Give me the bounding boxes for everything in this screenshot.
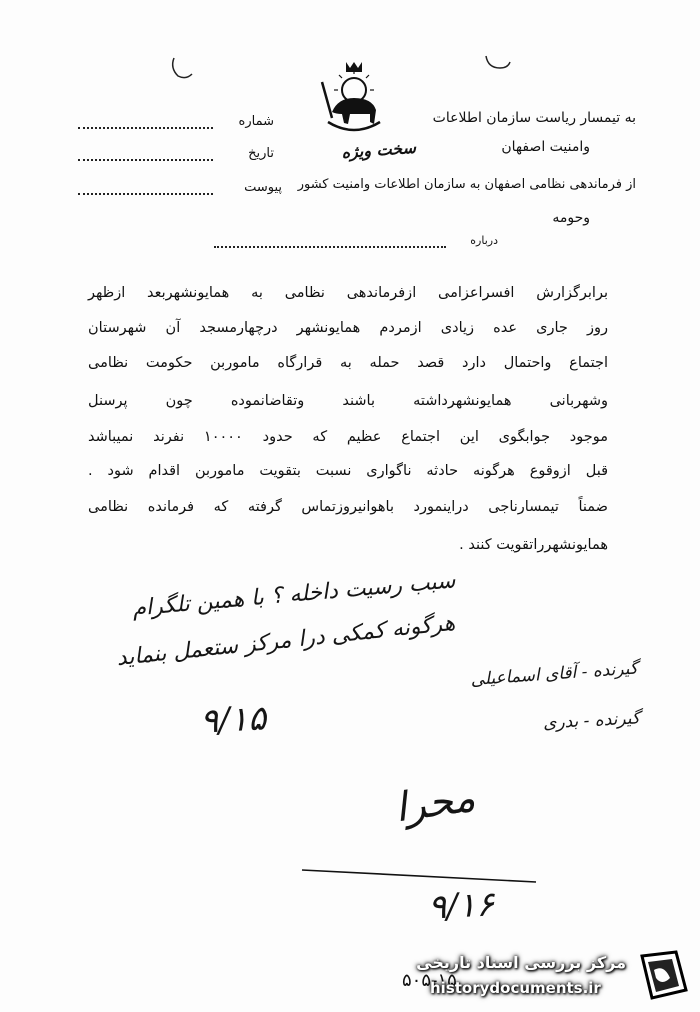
subject-dotted-line [214,246,446,248]
sender-line: از فرماندهی نظامی اصفهان به سازمان اطلاعات وامنیت کشور [297,177,636,192]
date-dotted-line [78,159,213,161]
archive-logo-icon [636,950,690,1002]
recipient-line: به تیمسار ریاست سازمان اطلاعات [432,110,636,126]
subject-label: درباره [470,234,498,247]
body-line-4: وشهربانی همایونشهرداشته باشند وتقاضانموده چون پرسنل [88,393,608,409]
body-line-5: موجود جوابگوی این اجتماع عظیم که حدود ۱۰۰۰۰ نفرند نمیباشد [88,429,608,445]
handwritten-date-1: ۹/۱۵ [198,698,268,742]
signature-underline [300,866,540,888]
archive-url: historydocuments.ir [430,979,601,997]
handwritten-recipient-1: گیرنده - آقای اسماعیلی [470,658,639,691]
handwritten-initials: محرا [391,774,479,832]
sender-line-2: وحومه [552,210,590,226]
number-dotted-line [78,127,213,129]
body-line-3: اجتماع واحتمال دارد قصد حمله به قرارگاه ماموربن حکومت نظامی [88,355,608,371]
recipient-line-2: وامنیت اصفهان [501,139,590,155]
handwritten-note-line-1: سبب رسیت داخله ؟ با همین تلگرام [131,568,457,622]
classification-stamp: سخت ویژه [340,137,417,162]
body-line-7: ضمناً تیمسارناجی دراینمورد باهوانیروزتماس گرفته که فرمانده نظامی [88,499,608,515]
handwritten-date-2: ۹/۱۶ [426,884,496,928]
handwritten-recipient-2: گیرنده - بدری [542,708,641,734]
body-line-8: همایونشهرراتقویت کنند . [459,537,608,553]
handwritten-note-line-2: هرگونه کمکی درا مرکز ستعمل بنماید [115,610,457,672]
attachment-dotted-line [78,193,213,195]
body-line-6: قبل ازوقوع هرگونه حادثه ناگواری نسبت بتقویت ماموربن اقدام شود . [88,463,608,479]
number-label: شماره [238,114,274,129]
punch-mark-right [480,48,520,78]
body-line-2: روز جاری عده زیادی ازمردم همایونشهر درچهارمسجد آن شهرستان [88,320,608,336]
document-number: ۵۰۵-۱۵ [402,970,457,991]
attachment-label: پیوست [244,180,282,195]
archive-title: مرکز بررسی اسناد تاریخی [416,953,626,972]
punch-mark-left [160,48,220,88]
date-label: تاریخ [248,146,274,161]
body-line-1: برابرگزارش افسراعزامی ازفرماندهی نظامی به همایونشهربعد ازظهر [88,285,608,301]
